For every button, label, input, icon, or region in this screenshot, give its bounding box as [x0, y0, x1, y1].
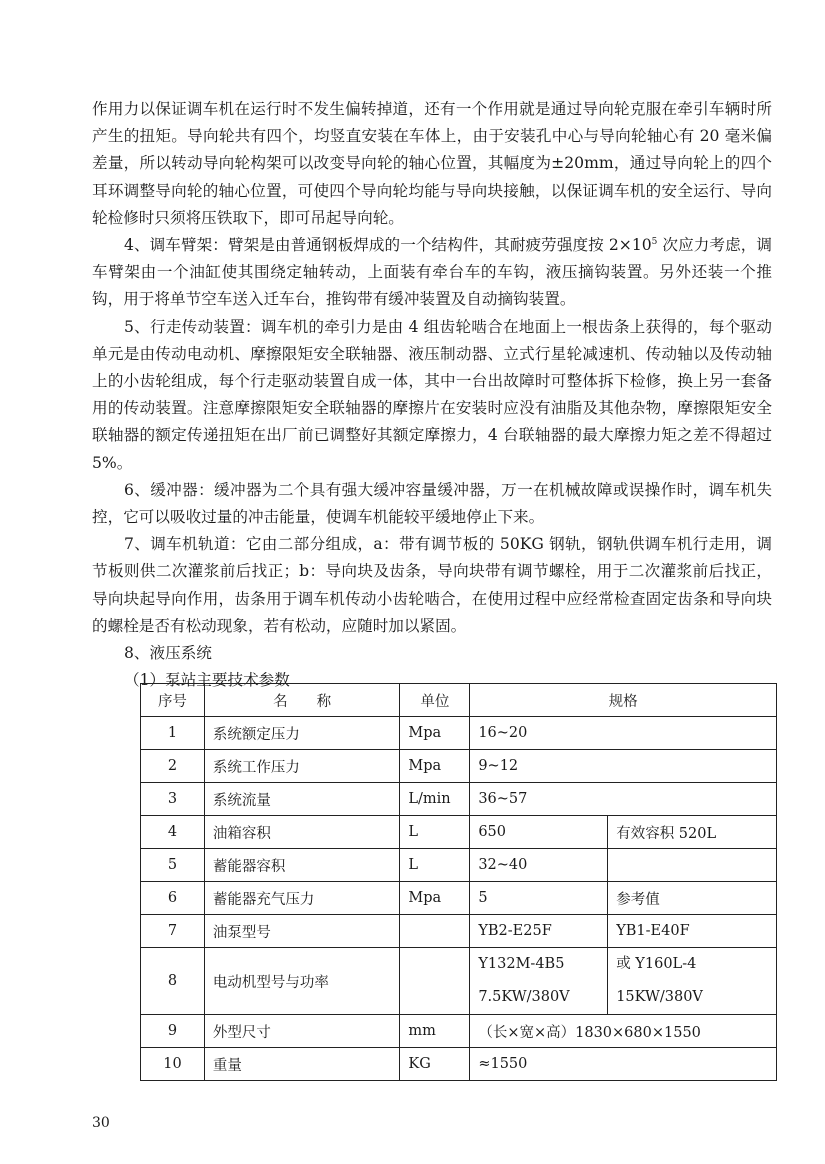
- cell-no: 4: [141, 816, 205, 849]
- cell-no: 9: [141, 1015, 205, 1048]
- paragraph-buffer: 6、缓冲器：缓冲器为二个具有强大缓冲容量缓冲器，万一在机械故障或误操作时，调车机失控，它可以吸收过量的冲击能量，使调车机能较平缓地停止下来。: [92, 480, 772, 527]
- header-no: 序号: [141, 684, 205, 717]
- cell-spec: YB2-E25F: [470, 915, 608, 948]
- paragraph-drive: 5、行走传动装置：调车机的牵引力是由 4 组齿轮啮合在地面上一根齿条上获得的，每个驱动单元是由传动电动机、摩擦限矩安全联轴器、液压制动器、立式行星轮减速机、传动轴以及传动轴上的小齿轮组成，每个行走驱动装置自成一体，其中一台出故障时可整体拆下检修，换上另一套备用的传动装置。注意摩擦限矩安全联轴器的摩擦片在安装时应没有油脂及其他杂物，摩擦限矩安全联轴器的额定传递扭矩在出厂前已调整好其额定摩擦力，4 台联轴器的最大摩擦力矩之差不得超过 5%。: [92, 317, 772, 472]
- cell-name: 外型尺寸: [204, 1015, 399, 1048]
- heading-pump-station: （1）泵站主要技术参数: [124, 671, 290, 690]
- page-number: 30: [92, 1115, 110, 1131]
- header-spec: 规格: [470, 684, 777, 717]
- body-text: [92, 96, 772, 694]
- table-row: [141, 882, 777, 915]
- cell-no: 6: [141, 882, 205, 915]
- cell-spec: 5: [470, 882, 608, 915]
- table-row: [141, 948, 777, 1015]
- paragraph-track: 7、调车机轨道：它由二部分组成，a：带有调节板的 50KG 钢轨，钢轨供调车机行走用，调节板则供二次灌浆前后找正；b：导向块及齿条，导向块带有调节螺栓，用于二次灌浆前后找正，导向块起导向作用，齿条用于调车机传动小齿轮啮合，在使用过程中应经常检查固定齿条和导向块的螺栓是否有松动现象，若有松动，应随时加以紧固。: [92, 535, 772, 635]
- cell-name: 系统工作压力: [204, 750, 399, 783]
- cell-unit: L: [400, 816, 470, 849]
- cell-spec: 32~40: [470, 849, 608, 882]
- table-row: [141, 783, 777, 816]
- cell-unit: Mpa: [400, 717, 470, 750]
- table-row: [141, 915, 777, 948]
- paragraph-guide-wheel: 作用力以保证调车机在运行时不发生偏转掉道，还有一个作用就是通过导向轮克服在牵引车辆时所产生的扭矩。导向轮共有四个，均竖直安装在车体上，由于安装孔中心与导向轮轴心有 20 毫米偏差量，所以转动导向轮构架可以改变导向轮的轴心位置，其幅度为±20mm，通过导向轮上的四个耳环调整导向轮的轴心位置，可使四个导向轮均能与导向块接触，以保证调车机的安全运行、导向轮检修时只须将压铁取下，即可吊起导向轮。: [92, 100, 772, 227]
- cell-spec: 650: [470, 816, 608, 849]
- cell-unit: [400, 948, 470, 1015]
- cell-no: 7: [141, 915, 205, 948]
- cell-name: 电动机型号与功率: [204, 948, 399, 1015]
- table-row: [141, 750, 777, 783]
- cell-unit: mm: [400, 1015, 470, 1048]
- cell-name: 蓄能器容积: [204, 849, 399, 882]
- arm-text-end: 次应力考虑，调车臂架由一个油缸使其围绕定轴转动，上面装有牵台车的车钩，液压摘钩装置。另外还装一个推钩，用于将单节空车送入迁车台，推钩带有缓冲装置及自动摘钩装置。: [92, 236, 772, 309]
- cell-spec-extra: 参考值: [608, 882, 777, 915]
- motor-power-b: 15KW/380V: [616, 989, 703, 1005]
- cell-spec: 36~57: [470, 783, 777, 816]
- cell-name: 油泵型号: [204, 915, 399, 948]
- arm-exponent: 5: [651, 237, 658, 248]
- table-row: [141, 816, 777, 849]
- cell-spec: 16~20: [470, 717, 777, 750]
- cell-spec-extra: YB1-E40F: [608, 915, 777, 948]
- cell-no: 10: [141, 1048, 205, 1081]
- cell-spec-extra: [608, 948, 777, 1015]
- table-header-row: [141, 684, 777, 717]
- paragraph-arm: [92, 232, 772, 314]
- cell-spec: （长×宽×高）1830×680×1550: [470, 1015, 777, 1048]
- table-row: [141, 1015, 777, 1048]
- header-name: 名 称: [204, 684, 399, 717]
- table-row: [141, 849, 777, 882]
- cell-no: 8: [141, 948, 205, 1015]
- cell-spec-extra: 有效容积 520L: [608, 816, 777, 849]
- cell-name: 重量: [204, 1048, 399, 1081]
- cell-name: 油箱容积: [204, 816, 399, 849]
- arm-text-start: 4、调车臂架：臂架是由普通钢板焊成的一个结构件，其耐疲劳强度按 2×10: [124, 236, 652, 255]
- cell-unit: Mpa: [400, 750, 470, 783]
- cell-unit: L: [400, 849, 470, 882]
- cell-name: 蓄能器充气压力: [204, 882, 399, 915]
- cell-no: 3: [141, 783, 205, 816]
- cell-name: 系统流量: [204, 783, 399, 816]
- motor-model-a: Y132M-4B5: [478, 956, 565, 972]
- cell-no: 1: [141, 717, 205, 750]
- cell-name: 系统额定压力: [204, 717, 399, 750]
- cell-unit: Mpa: [400, 882, 470, 915]
- cell-spec: 9~12: [470, 750, 777, 783]
- cell-no: 5: [141, 849, 205, 882]
- table-row: [141, 717, 777, 750]
- pump-spec-table: [140, 683, 777, 1081]
- header-unit: 单位: [400, 684, 470, 717]
- cell-spec: [470, 948, 608, 1015]
- cell-unit: [400, 915, 470, 948]
- motor-model-b: 或 Y160L-4: [616, 956, 697, 972]
- heading-hydraulic: 8、液压系统: [124, 644, 212, 663]
- cell-spec: ≈1550: [470, 1048, 777, 1081]
- motor-power-a: 7.5KW/380V: [478, 989, 570, 1005]
- cell-spec-extra: [608, 849, 777, 882]
- cell-unit: L/min: [400, 783, 470, 816]
- cell-unit: KG: [400, 1048, 470, 1081]
- cell-no: 2: [141, 750, 205, 783]
- table-row: [141, 1048, 777, 1081]
